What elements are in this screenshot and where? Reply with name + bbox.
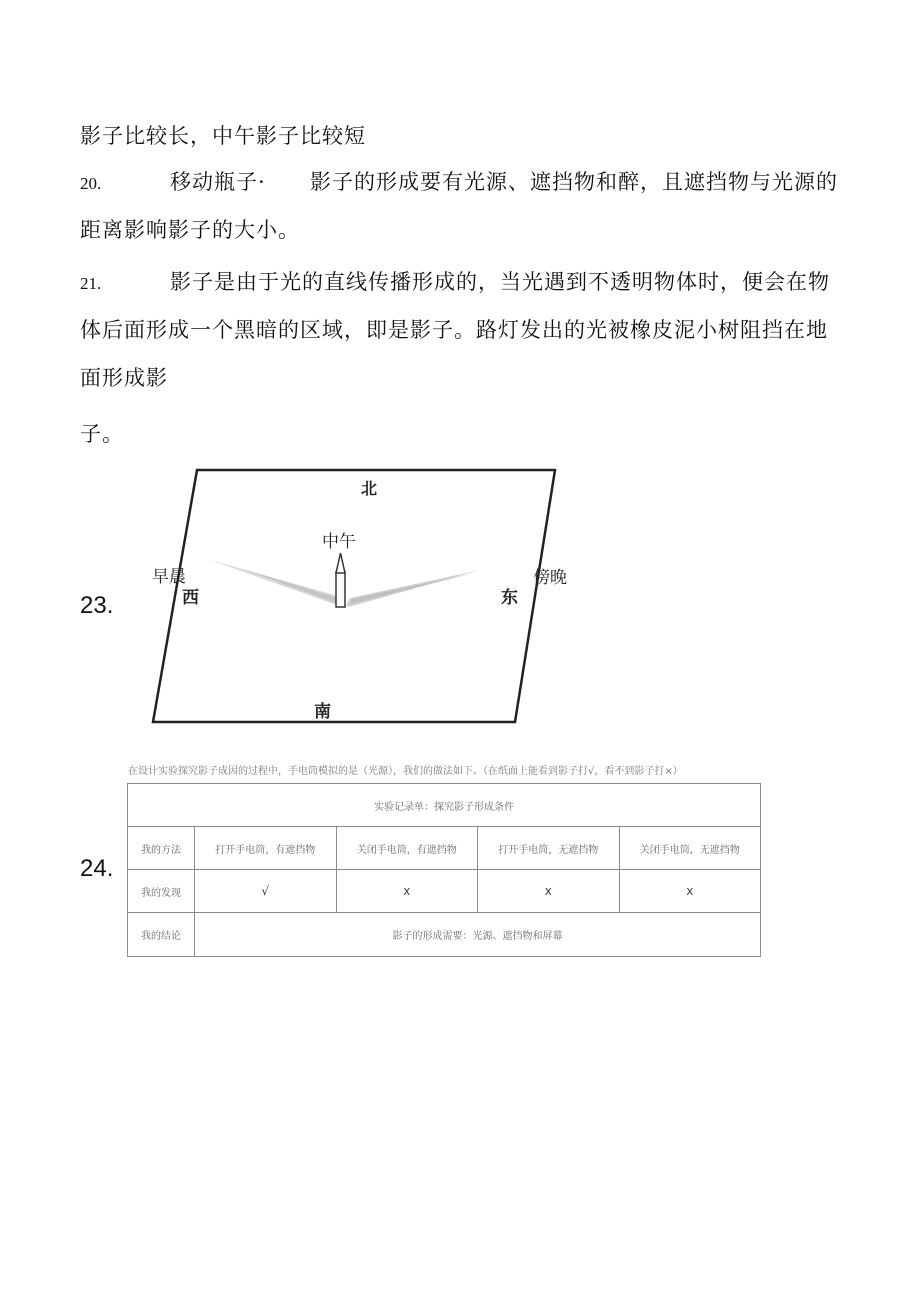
morning-shadow-core	[240, 568, 338, 603]
result-cell: x	[478, 870, 620, 913]
experiment-record-table	[127, 783, 761, 957]
method-cell: 关闭手电筒，有遮挡物	[336, 827, 478, 870]
label-north: 北	[361, 479, 378, 498]
answer-20-part-a: 移动瓶子·	[170, 170, 266, 194]
result-cell: x	[336, 870, 478, 913]
question-21-number: 21.	[80, 274, 102, 293]
label-noon: 中午	[322, 532, 356, 552]
question-24-number: 24.	[80, 855, 114, 882]
label-south: 南	[314, 702, 331, 722]
table-title: 实验记录单：探究影子形成条件	[128, 784, 761, 827]
question-20-number: 20.	[80, 174, 102, 193]
evening-shadow-core	[350, 574, 470, 604]
method-cell: 打开手电筒，无遮挡物	[478, 827, 620, 870]
table-caption: 在设计实验探究影子成因的过程中，手电筒模拟的是（光源），我们的做法如下。（在纸面上能看到影子打√，看不到影子打×）	[128, 766, 683, 777]
answer-21-line-2: 体后面形成一个黑暗的区域，即是影子。路灯发出的光被橡皮泥小树阻挡在地	[80, 318, 828, 342]
ground-plane	[153, 470, 555, 722]
answer-line-1: 影子比较长，中午影子比较短	[80, 124, 366, 148]
method-cell: 打开手电筒，有遮挡物	[195, 827, 337, 870]
answer-21-line-4: 子。	[80, 422, 124, 446]
row-label-method: 我的方法	[128, 827, 195, 870]
row-label-conclusion: 我的结论	[128, 913, 195, 957]
pole	[336, 572, 345, 607]
label-east: 东	[501, 588, 518, 608]
method-cell: 关闭手电筒，无遮挡物	[619, 827, 761, 870]
row-label-observe: 我的发现	[128, 870, 195, 913]
label-morning: 早晨	[152, 567, 186, 587]
question-23-number: 23.	[80, 592, 114, 619]
answer-21-line-1: 影子是由于光的直线传播形成的，当光遇到不透明物体时，便会在物	[170, 270, 830, 294]
result-cell: √	[195, 870, 337, 913]
label-evening: 傍晚	[533, 568, 567, 588]
pole-tip	[336, 553, 345, 573]
result-cell: x	[619, 870, 761, 913]
label-west: 西	[182, 588, 199, 608]
conclusion-cell: 影子的形成需要：光源、遮挡物和屏幕	[195, 913, 761, 957]
answer-21-line-3: 面形成影	[80, 366, 168, 390]
answer-20-part-c: 距离影响影子的大小。	[80, 218, 300, 242]
answer-20-part-b: 影子的形成要有光源、遮挡物和醉，且遮挡物与光源的	[310, 170, 838, 194]
